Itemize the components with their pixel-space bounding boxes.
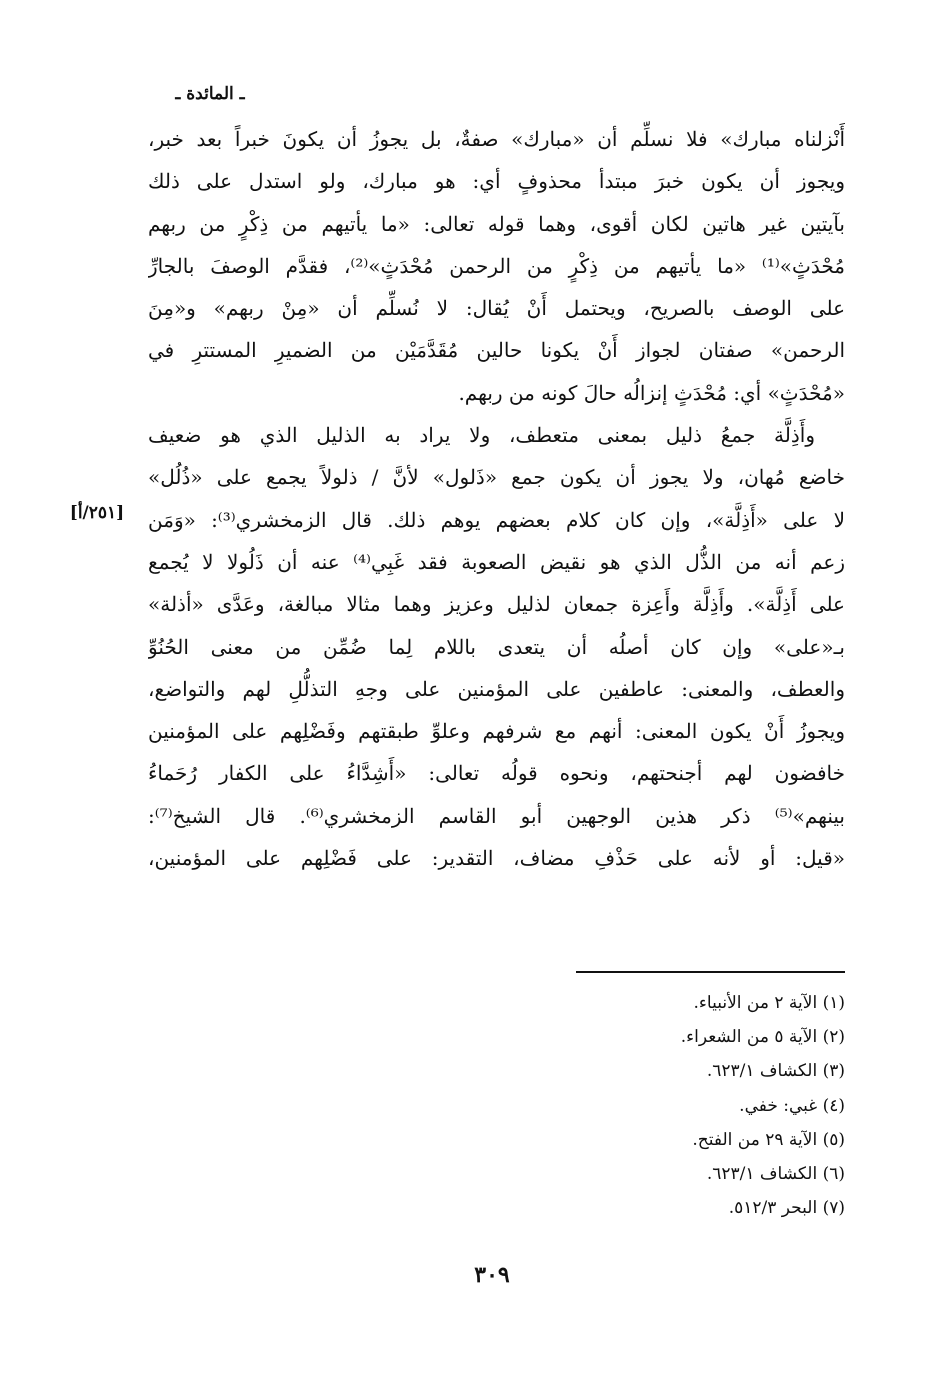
running-header: ـ المائدة ـ xyxy=(175,84,245,104)
text-line-6: الرحمن» صفتان لجواز أَنْ يكونا حالين مُقَدَّمَيْن من الضميرِ المستترِ في xyxy=(148,338,845,363)
footnote-7: (٧) البحر ٥١٢/٣. xyxy=(728,1198,845,1219)
text-line-13: بـ«على» وإن كان أصلُه أن يتعدى باللام لِما ضُمِّن من معنى الحُنُوِّ xyxy=(148,634,845,659)
footnote-1: (١) الآية ٢ من الأنبياء. xyxy=(693,993,845,1013)
text-line-16: خافضون لهم أجنحتهم، ونحوه قولُه تعالى: «أَشِدَّاءُ على الكفار رُحَماءُ xyxy=(148,761,845,786)
text-line-11: زعم أنه من الذُّل الذي هو نقيض الصعوبة فقد غَبِي⁽⁴⁾ عنه أن ذَلُولا لا يُجمع xyxy=(148,549,845,574)
manuscript-folio-reference: [٢٥١/أ] xyxy=(69,503,125,523)
footnotes-list xyxy=(400,986,845,1225)
text-line-12: على أَذِلَّة». وأَذِلَّة وأَعِزة جمعان لذليل وعزيز وهما مثالا مبالغة، وعَدَّى «أذلة» xyxy=(148,592,845,617)
footnote-2: (٢) الآية ٥ من الشعراء. xyxy=(680,1027,845,1048)
text-line-5: على الوصف بالصريح، ويحتمل أَنْ يُقال: لا نُسلِّم أن «مِنْ ربهم» و«مِنَ xyxy=(148,296,845,321)
page-number: ٣٠٩ xyxy=(474,1262,510,1288)
text-line-9: خاضع مُهان، ولا يجوز أن يكون جمع «ذَلول» لأنَّ / ذلولاً يجمع على «ذُلُل» xyxy=(148,465,845,490)
text-line-10: لا على «أَذِلَّة»، وإن كان كلام بعضهم يوهم ذلك. قال الزمخشري⁽³⁾: «وَمَن xyxy=(148,507,845,532)
footnote-4: (٤) غبي: خفي. xyxy=(739,1095,845,1116)
text-line-3: بآيتين غير هاتين لكان أقوى، وهما قوله تعالى: «ما يأتيهم من ذِكْرٍ من ربهم xyxy=(148,211,845,236)
text-line-7: «مُحْدَثٍ» أي: مُحْدَثٍ إنزالُه حالَ كونه من ربهم. xyxy=(458,380,845,405)
text-line-17: بينهم»⁽⁵⁾ ذكر هذين الوجهين أبو القاسم الزمخشري⁽⁶⁾. قال الشيخ⁽⁷⁾: xyxy=(148,803,845,828)
text-line-18: «قيل: أو لأنه على حَذْفِ مضاف، التقدير: على فَضْلِهم على المؤمنين، xyxy=(148,846,845,871)
text-line-2: ويجوز أن يكون خبرَ مبتدأ محذوفٍ أي: هو مبارك، ولو استدل على ذلك xyxy=(148,169,845,194)
main-text xyxy=(148,118,845,879)
text-line-15: ويجوزُ أَنْ يكون المعنى: أنهم مع شرفهم وعلوِّ طبقتهم وفَضْلِهم على المؤمنين xyxy=(148,719,845,744)
footnote-6: (٦) الكشاف ٦٢٣/١. xyxy=(706,1163,845,1184)
text-line-14: والعطف، والمعنى: عاطفين على المؤمنين على وجهِ التذلُّلِ لهم والتواضع، xyxy=(148,676,845,701)
text-line-8: وأَذِلَّة جمعُ ذليل بمعنى متعطف، ولا يراد به الذليل الذي هو ضعيف xyxy=(148,423,815,448)
footnote-5: (٥) الآية ٢٩ من الفتح. xyxy=(692,1129,845,1150)
text-line-4: مُحْدَثٍ»⁽¹⁾ «ما يأتيهم من ذِكْرٍ من الرحمن مُحْدَثٍ»⁽²⁾، فقدَّم الوصفَ بالجارِّ xyxy=(148,253,845,278)
footnote-3: (٣) الكشاف ٦٢٣/١. xyxy=(706,1061,845,1082)
text-line-1: أَنْزلناه مبارك» فلا نسلِّم أن «مبارك» صفةٌ، بل يجوزُ أن يكونَ خبراً بعد خبر، xyxy=(148,127,845,151)
footnote-separator xyxy=(576,971,845,973)
